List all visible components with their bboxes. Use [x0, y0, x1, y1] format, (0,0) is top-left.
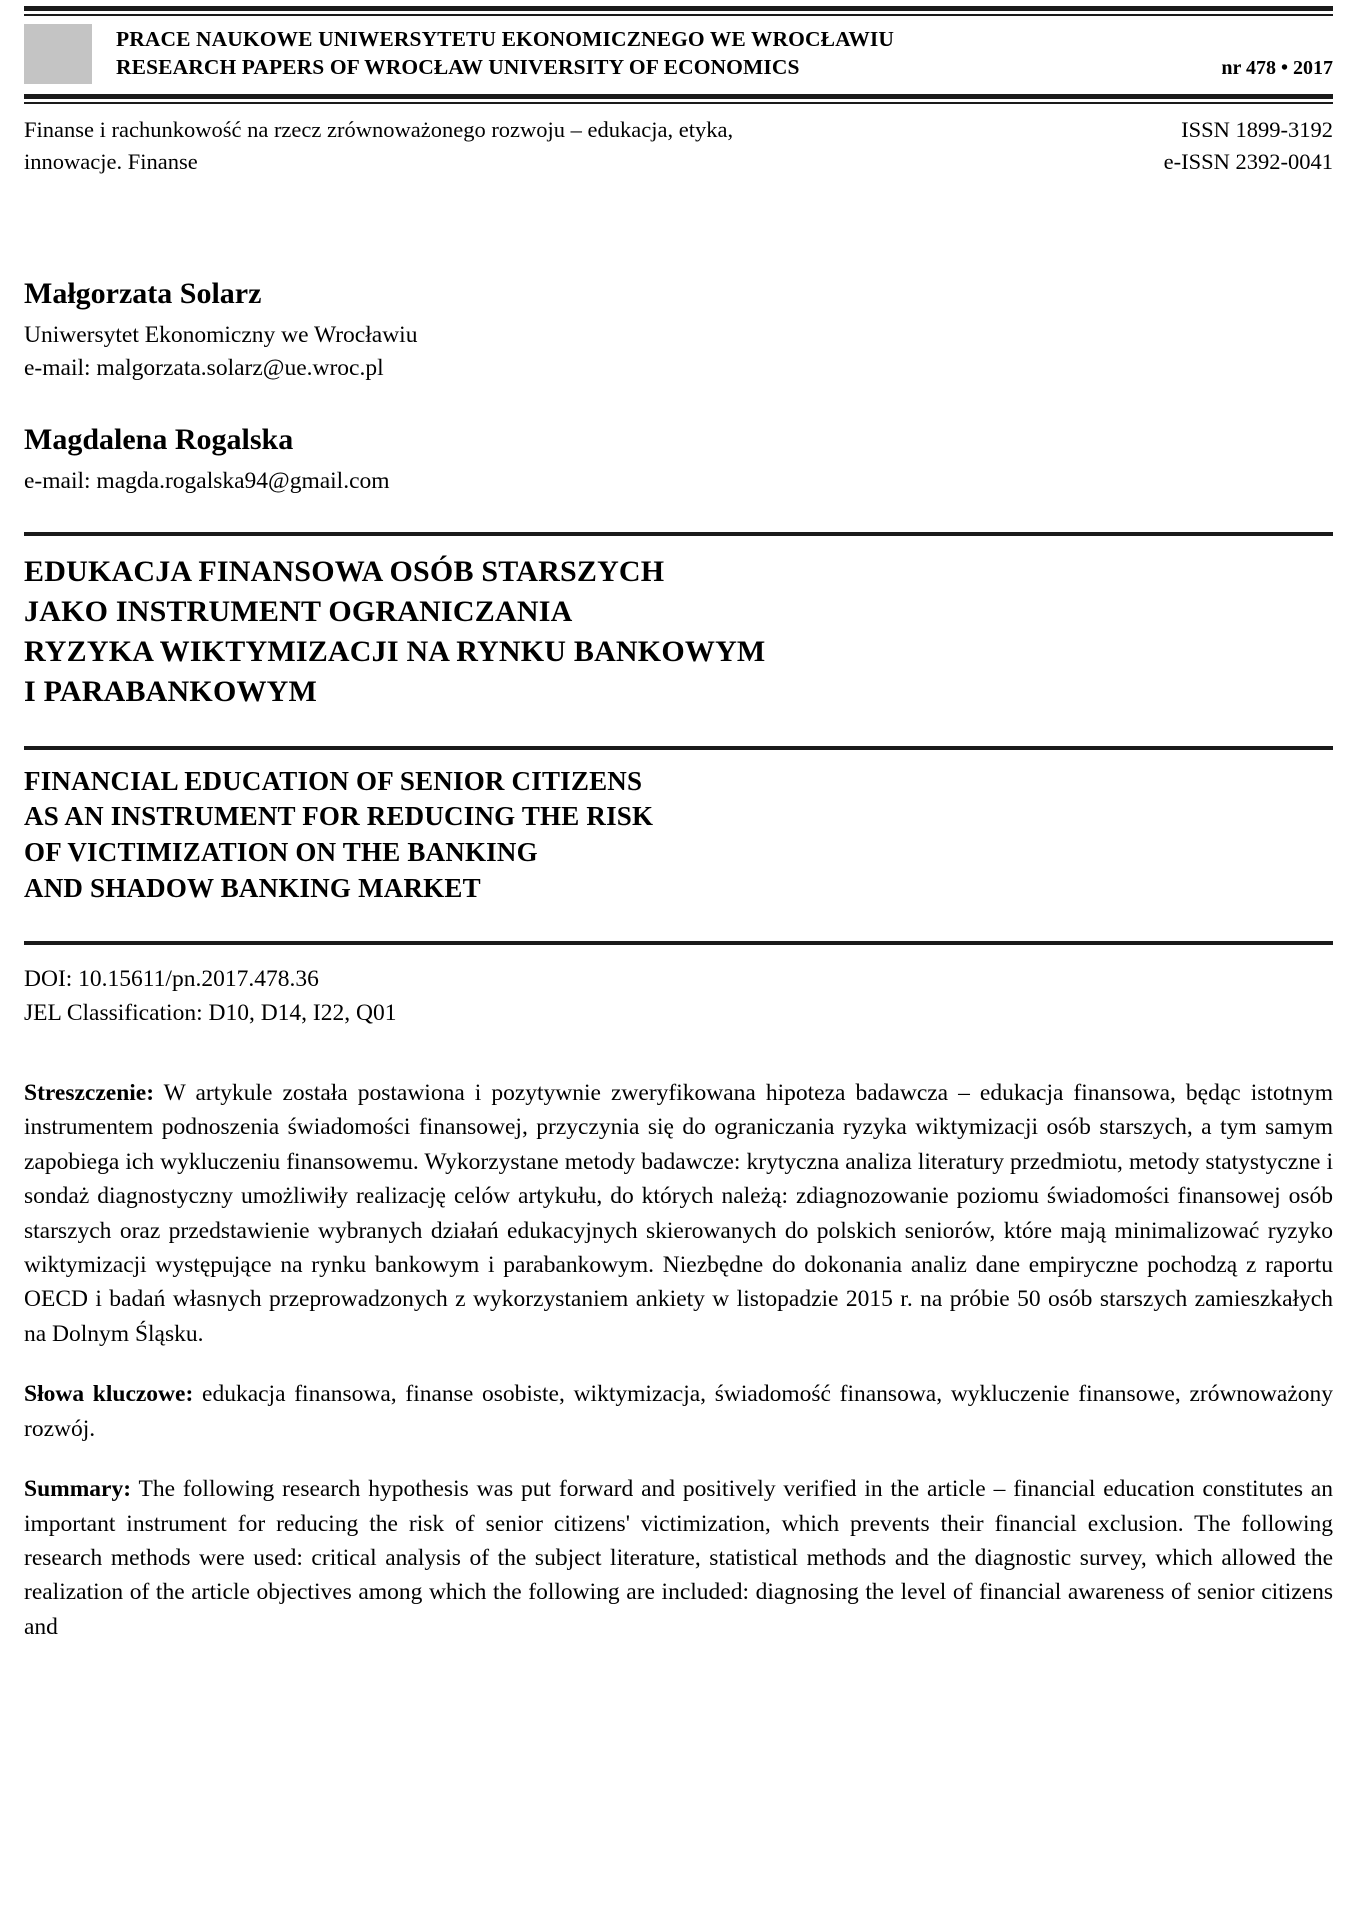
journal-logo: [24, 24, 92, 84]
title-rule-above-pl: [24, 532, 1333, 536]
journal-masthead: [24, 0, 1333, 104]
title-rule-below-en: [24, 941, 1333, 945]
title-polish-line: RYZYKA WIKTYMIZACJI NA RYNKU BANKOWYM: [24, 634, 766, 668]
issue-number: nr 478 • 2017: [1221, 57, 1333, 79]
keywords-polish: [24, 1377, 1333, 1446]
author-name: Magdalena Rogalska: [24, 422, 294, 456]
author-name: Małgorzata Solarz: [24, 276, 262, 310]
abstract-polish-label: Streszczenie:: [24, 1079, 155, 1106]
journal-name-en: RESEARCH PAPERS OF WROCŁAW UNIVERSITY OF ECONOMICS: [116, 55, 800, 79]
masthead-top-rule: [24, 6, 1333, 16]
abstract-english-label: Summary:: [24, 1476, 132, 1503]
keywords-polish-text: edukacja finansowa, finanse osobiste, wiktymizacja, świadomość finansowa, wykluczenie finansowe, zrównoważony rozwój.: [24, 1381, 1334, 1442]
issn-online: e-ISSN 2392-0041: [1163, 148, 1333, 174]
series-and-issn: [24, 114, 1333, 178]
abstracts-block: [24, 1076, 1333, 1644]
title-english: [24, 764, 1333, 908]
author-entry: [24, 274, 1333, 386]
title-english-line: AS AN INSTRUMENT FOR REDUCING THE RISK: [24, 801, 654, 832]
title-polish-line: EDUKACJA FINANSOWA OSÓB STARSZYCH: [24, 554, 665, 588]
title-polish: [24, 552, 1333, 712]
series-title: Finanse i rachunkowość na rzecz zrównoważonego rozwoju – edukacja, etyka, innowacje. Finanse: [24, 117, 734, 174]
abstract-english: [24, 1472, 1333, 1644]
journal-name-pl: PRACE NAUKOWE UNIWERSYTETU EKONOMICZNEGO WE WROCŁAWIU: [116, 27, 895, 52]
author-email[interactable]: e-mail: malgorzata.solarz@ue.wroc.pl: [24, 355, 384, 382]
title-polish-line: I PARABANKOWYM: [24, 674, 318, 708]
masthead-text: [116, 24, 1333, 84]
abstract-polish: [24, 1076, 1333, 1351]
keywords-polish-label: Słowa kluczowe:: [24, 1381, 194, 1408]
abstract-english-text: The following research hypothesis was put forward and positively verified in the article – financial education constitutes an important instrument for reducing the risk of senior citizens' victimization, which prevents their financial exclusion. The following research methods were used: critical analysis of the subject literature, statistical methods and the diagnostic survey, which allowed the realization of the article objectives among which the following are included: diagnosing the level of financial awareness of senior citizens and: [24, 1476, 1333, 1640]
title-english-line: OF VICTIMIZATION ON THE BANKING: [24, 837, 538, 868]
masthead-second-row: [116, 54, 1333, 82]
identifiers-block: [24, 963, 1333, 1030]
author-affiliation: Uniwersytet Ekonomiczny we Wrocławiu: [24, 321, 418, 348]
title-english-line: AND SHADOW BANKING MARKET: [24, 873, 481, 904]
jel-classification: JEL Classification: D10, D14, I22, Q01: [24, 999, 397, 1026]
issn-block: [1164, 114, 1333, 178]
author-entry: [24, 420, 1333, 498]
masthead-bottom-rule: [24, 94, 1333, 104]
masthead-body: [24, 16, 1333, 90]
authors-block: [24, 274, 1333, 498]
title-english-line: FINANCIAL EDUCATION OF SENIOR CITIZENS: [24, 765, 643, 796]
title-rule-above-en: [24, 746, 1333, 750]
author-email[interactable]: e-mail: magda.rogalska94@gmail.com: [24, 467, 390, 494]
title-polish-line: JAKO INSTRUMENT OGRANICZANIA: [24, 594, 573, 628]
issn-print: ISSN 1899-3192: [1181, 117, 1333, 142]
doi-text[interactable]: DOI: 10.15611/pn.2017.478.36: [24, 966, 319, 993]
abstract-polish-text: W artykule została postawiona i pozytywnie zweryfikowana hipoteza badawcza – edukacja finansowa, będąc istotnym instrumentem podnoszenia świadomości finansowej, przyczynia się do ograniczania ryzyka wiktymizacji osób starszych, a tym samym zapobiega ich wykluczeniu finansowemu. Wykorzystane metody badawcze: krytyczna analiza literatury przedmiotu, metody statystyczne i sondaż diagnostyczny umożliwiły realizację celów artykułu, do których należą: zdiagnozowanie poziomu świadomości finansowej osób starszych oraz przedstawienie wybranych działań edukacyjnych skierowanych do polskich seniorów, które mają minimalizować ryzyko wiktymizacji występujące na rynku bankowym i parabankowym. Niezbędne do dokonania analiz dane empiryczne pochodzą z raportu OECD i badań własnych przeprowadzonych z wykorzystaniem ankiety w listopadzie 2015 r. na próbie 50 osób starszych zamieszkałych na Dolnym Śląsku.: [24, 1079, 1333, 1347]
